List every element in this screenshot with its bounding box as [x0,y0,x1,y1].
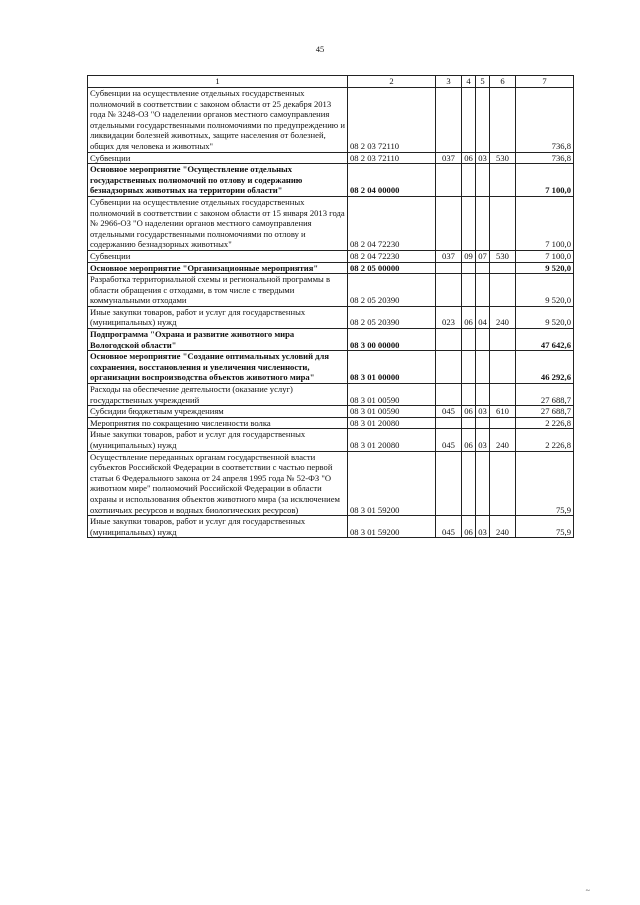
row-amount-cell: 2 226,8 [516,429,574,451]
row-code-cell: 08 3 01 59200 [348,516,436,538]
row-expense-type-cell [490,262,516,274]
row-amount-cell: 7 100,0 [516,250,574,262]
row-code-cell: 08 2 05 20390 [348,306,436,328]
row-name-cell: Основное мероприятие "Создание оптимальных условий для сохранения, восстановления и увеличения численности, организации воспроизводства объектов животного мира" [88,351,348,384]
row-subsection-cell [476,164,490,197]
row-section-cell: 06 [462,406,476,418]
table-body [88,88,574,538]
row-expense-type-cell [490,384,516,406]
row-expense-type-cell: 240 [490,429,516,451]
row-expense-type-cell: 610 [490,406,516,418]
row-name-cell: Разработка территориальной схемы и региональной программы в области обращения с отходами, в том числе с твердыми коммунальными отходами [88,274,348,307]
row-expense-type-cell [490,196,516,250]
table-row [88,262,574,274]
row-section-cell [462,329,476,351]
row-code-cell: 08 3 01 59200 [348,451,436,516]
row-subsection-cell: 03 [476,429,490,451]
row-code-cell: 08 2 04 72230 [348,250,436,262]
row-code-cell: 08 2 04 00000 [348,164,436,197]
row-code-cell: 08 3 01 20080 [348,429,436,451]
table-row [88,351,574,384]
row-amount-cell: 7 100,0 [516,196,574,250]
row-name-cell: Субвенции на осуществление отдельных государственных полномочий в соответствии с законом области от 15 января 2013 года № 2966-ОЗ "О наделении органов местного самоуправления отдельными государственными полномочиями по отлову и содержанию безнадзорных животных" [88,196,348,250]
row-expense-type-cell [490,329,516,351]
table-row [88,516,574,538]
row-code-cell: 08 3 01 00590 [348,384,436,406]
corner-mark: ~ [585,886,590,895]
row-amount-cell: 27 688,7 [516,406,574,418]
table-row [88,88,574,153]
row-subsection-cell [476,384,490,406]
table-row [88,196,574,250]
row-expense-type-cell: 240 [490,516,516,538]
row-section-cell [462,451,476,516]
table-row [88,329,574,351]
row-name-cell: Основное мероприятие "Организационные мероприятия" [88,262,348,274]
header-col-3: 3 [436,76,462,88]
header-col-4: 4 [462,76,476,88]
row-section-cell [462,262,476,274]
row-name-cell: Основное мероприятие "Осуществление отдельных государственных полномочий по отлову и содержанию безнадзорных животных на территории области" [88,164,348,197]
row-amount-cell: 46 292,6 [516,351,574,384]
row-section-cell: 09 [462,250,476,262]
row-section-cell [462,384,476,406]
row-code-cell: 08 2 03 72110 [348,152,436,164]
row-expense-type-cell [490,451,516,516]
row-name-cell: Субвенции [88,152,348,164]
row-subsection-cell [476,417,490,429]
row-section-cell [462,196,476,250]
row-grbs-cell: 023 [436,306,462,328]
row-amount-cell: 736,8 [516,152,574,164]
table-row [88,152,574,164]
row-name-cell: Мероприятия по сокращению численности волка [88,417,348,429]
row-section-cell: 06 [462,429,476,451]
row-amount-cell: 9 520,0 [516,306,574,328]
row-name-cell: Иные закупки товаров, работ и услуг для государственных (муниципальных) нужд [88,516,348,538]
row-expense-type-cell [490,274,516,307]
row-subsection-cell: 03 [476,406,490,418]
row-name-cell: Иные закупки товаров, работ и услуг для государственных (муниципальных) нужд [88,429,348,451]
row-section-cell [462,274,476,307]
row-code-cell: 08 2 05 20390 [348,274,436,307]
row-grbs-cell: 045 [436,406,462,418]
row-grbs-cell [436,351,462,384]
row-name-cell: Расходы на обеспечение деятельности (оказание услуг) государственных учреждений [88,384,348,406]
row-grbs-cell: 037 [436,250,462,262]
row-code-cell: 08 2 05 00000 [348,262,436,274]
row-section-cell [462,417,476,429]
row-subsection-cell: 03 [476,516,490,538]
row-subsection-cell [476,329,490,351]
table-row [88,417,574,429]
table-row [88,250,574,262]
table-header-row [88,76,574,88]
row-expense-type-cell [490,417,516,429]
row-amount-cell: 75,9 [516,516,574,538]
row-name-cell: Субвенции [88,250,348,262]
row-code-cell: 08 3 01 00590 [348,406,436,418]
table-row [88,451,574,516]
row-expense-type-cell [490,88,516,153]
table-row [88,429,574,451]
row-name-cell: Субвенции на осуществление отдельных государственных полномочий в соответствии с законом области от 25 декабря 2013 года № 3248-ОЗ "О наделении органов местного самоуправления отдельными государственными полномочиями по предупреждению и ликвидации болезней животных, защите населения от болезней, общих для человека и животных" [88,88,348,153]
row-code-cell: 08 3 00 00000 [348,329,436,351]
row-name-cell: Осуществление переданных органам государственной власти субъектов Российской Федерации в соответствии с частью первой статьи 6 Федерального закона от 24 апреля 1995 года № 52-ФЗ "О животном мире" полномочий Российской Федерации в области охраны и использования объектов животного мира (за исключением охотничьих ресурсов и водных биологических ресурсов) [88,451,348,516]
row-name-cell: Иные закупки товаров, работ и услуг для государственных (муниципальных) нужд [88,306,348,328]
row-subsection-cell: 03 [476,152,490,164]
row-subsection-cell [476,196,490,250]
row-subsection-cell [476,451,490,516]
row-grbs-cell [436,274,462,307]
row-amount-cell: 736,8 [516,88,574,153]
table-row [88,406,574,418]
row-code-cell: 08 2 03 72110 [348,88,436,153]
row-expense-type-cell [490,351,516,384]
row-section-cell: 06 [462,516,476,538]
row-amount-cell: 9 520,0 [516,274,574,307]
row-code-cell: 08 2 04 72230 [348,196,436,250]
row-grbs-cell [436,384,462,406]
row-amount-cell: 47 642,6 [516,329,574,351]
row-grbs-cell [436,451,462,516]
row-amount-cell: 27 688,7 [516,384,574,406]
header-col-5: 5 [476,76,490,88]
table-row [88,306,574,328]
row-subsection-cell [476,88,490,153]
row-expense-type-cell [490,164,516,197]
page-number: 45 [315,44,325,54]
row-amount-cell: 75,9 [516,451,574,516]
row-code-cell: 08 3 01 20080 [348,417,436,429]
row-subsection-cell [476,262,490,274]
row-grbs-cell [436,196,462,250]
row-amount-cell: 9 520,0 [516,262,574,274]
table-row [88,274,574,307]
row-section-cell: 06 [462,306,476,328]
row-section-cell [462,351,476,384]
row-subsection-cell: 04 [476,306,490,328]
row-section-cell [462,88,476,153]
row-subsection-cell [476,351,490,384]
row-expense-type-cell: 530 [490,250,516,262]
row-grbs-cell [436,417,462,429]
row-section-cell: 06 [462,152,476,164]
row-name-cell: Субсидии бюджетным учреждениям [88,406,348,418]
row-grbs-cell: 037 [436,152,462,164]
row-grbs-cell [436,164,462,197]
row-subsection-cell [476,274,490,307]
header-col-1: 1 [88,76,348,88]
row-grbs-cell: 045 [436,429,462,451]
row-amount-cell: 7 100,0 [516,164,574,197]
row-expense-type-cell: 530 [490,152,516,164]
header-col-2: 2 [348,76,436,88]
header-col-7: 7 [516,76,574,88]
row-grbs-cell [436,88,462,153]
table-row [88,384,574,406]
table-row [88,164,574,197]
header-col-6: 6 [490,76,516,88]
row-code-cell: 08 3 01 00000 [348,351,436,384]
row-subsection-cell: 07 [476,250,490,262]
row-expense-type-cell: 240 [490,306,516,328]
budget-table [87,75,574,538]
row-name-cell: Подпрограмма "Охрана и развитие животного мира Вологодской области" [88,329,348,351]
row-grbs-cell [436,262,462,274]
row-section-cell [462,164,476,197]
row-grbs-cell [436,329,462,351]
row-amount-cell: 2 226,8 [516,417,574,429]
row-grbs-cell: 045 [436,516,462,538]
